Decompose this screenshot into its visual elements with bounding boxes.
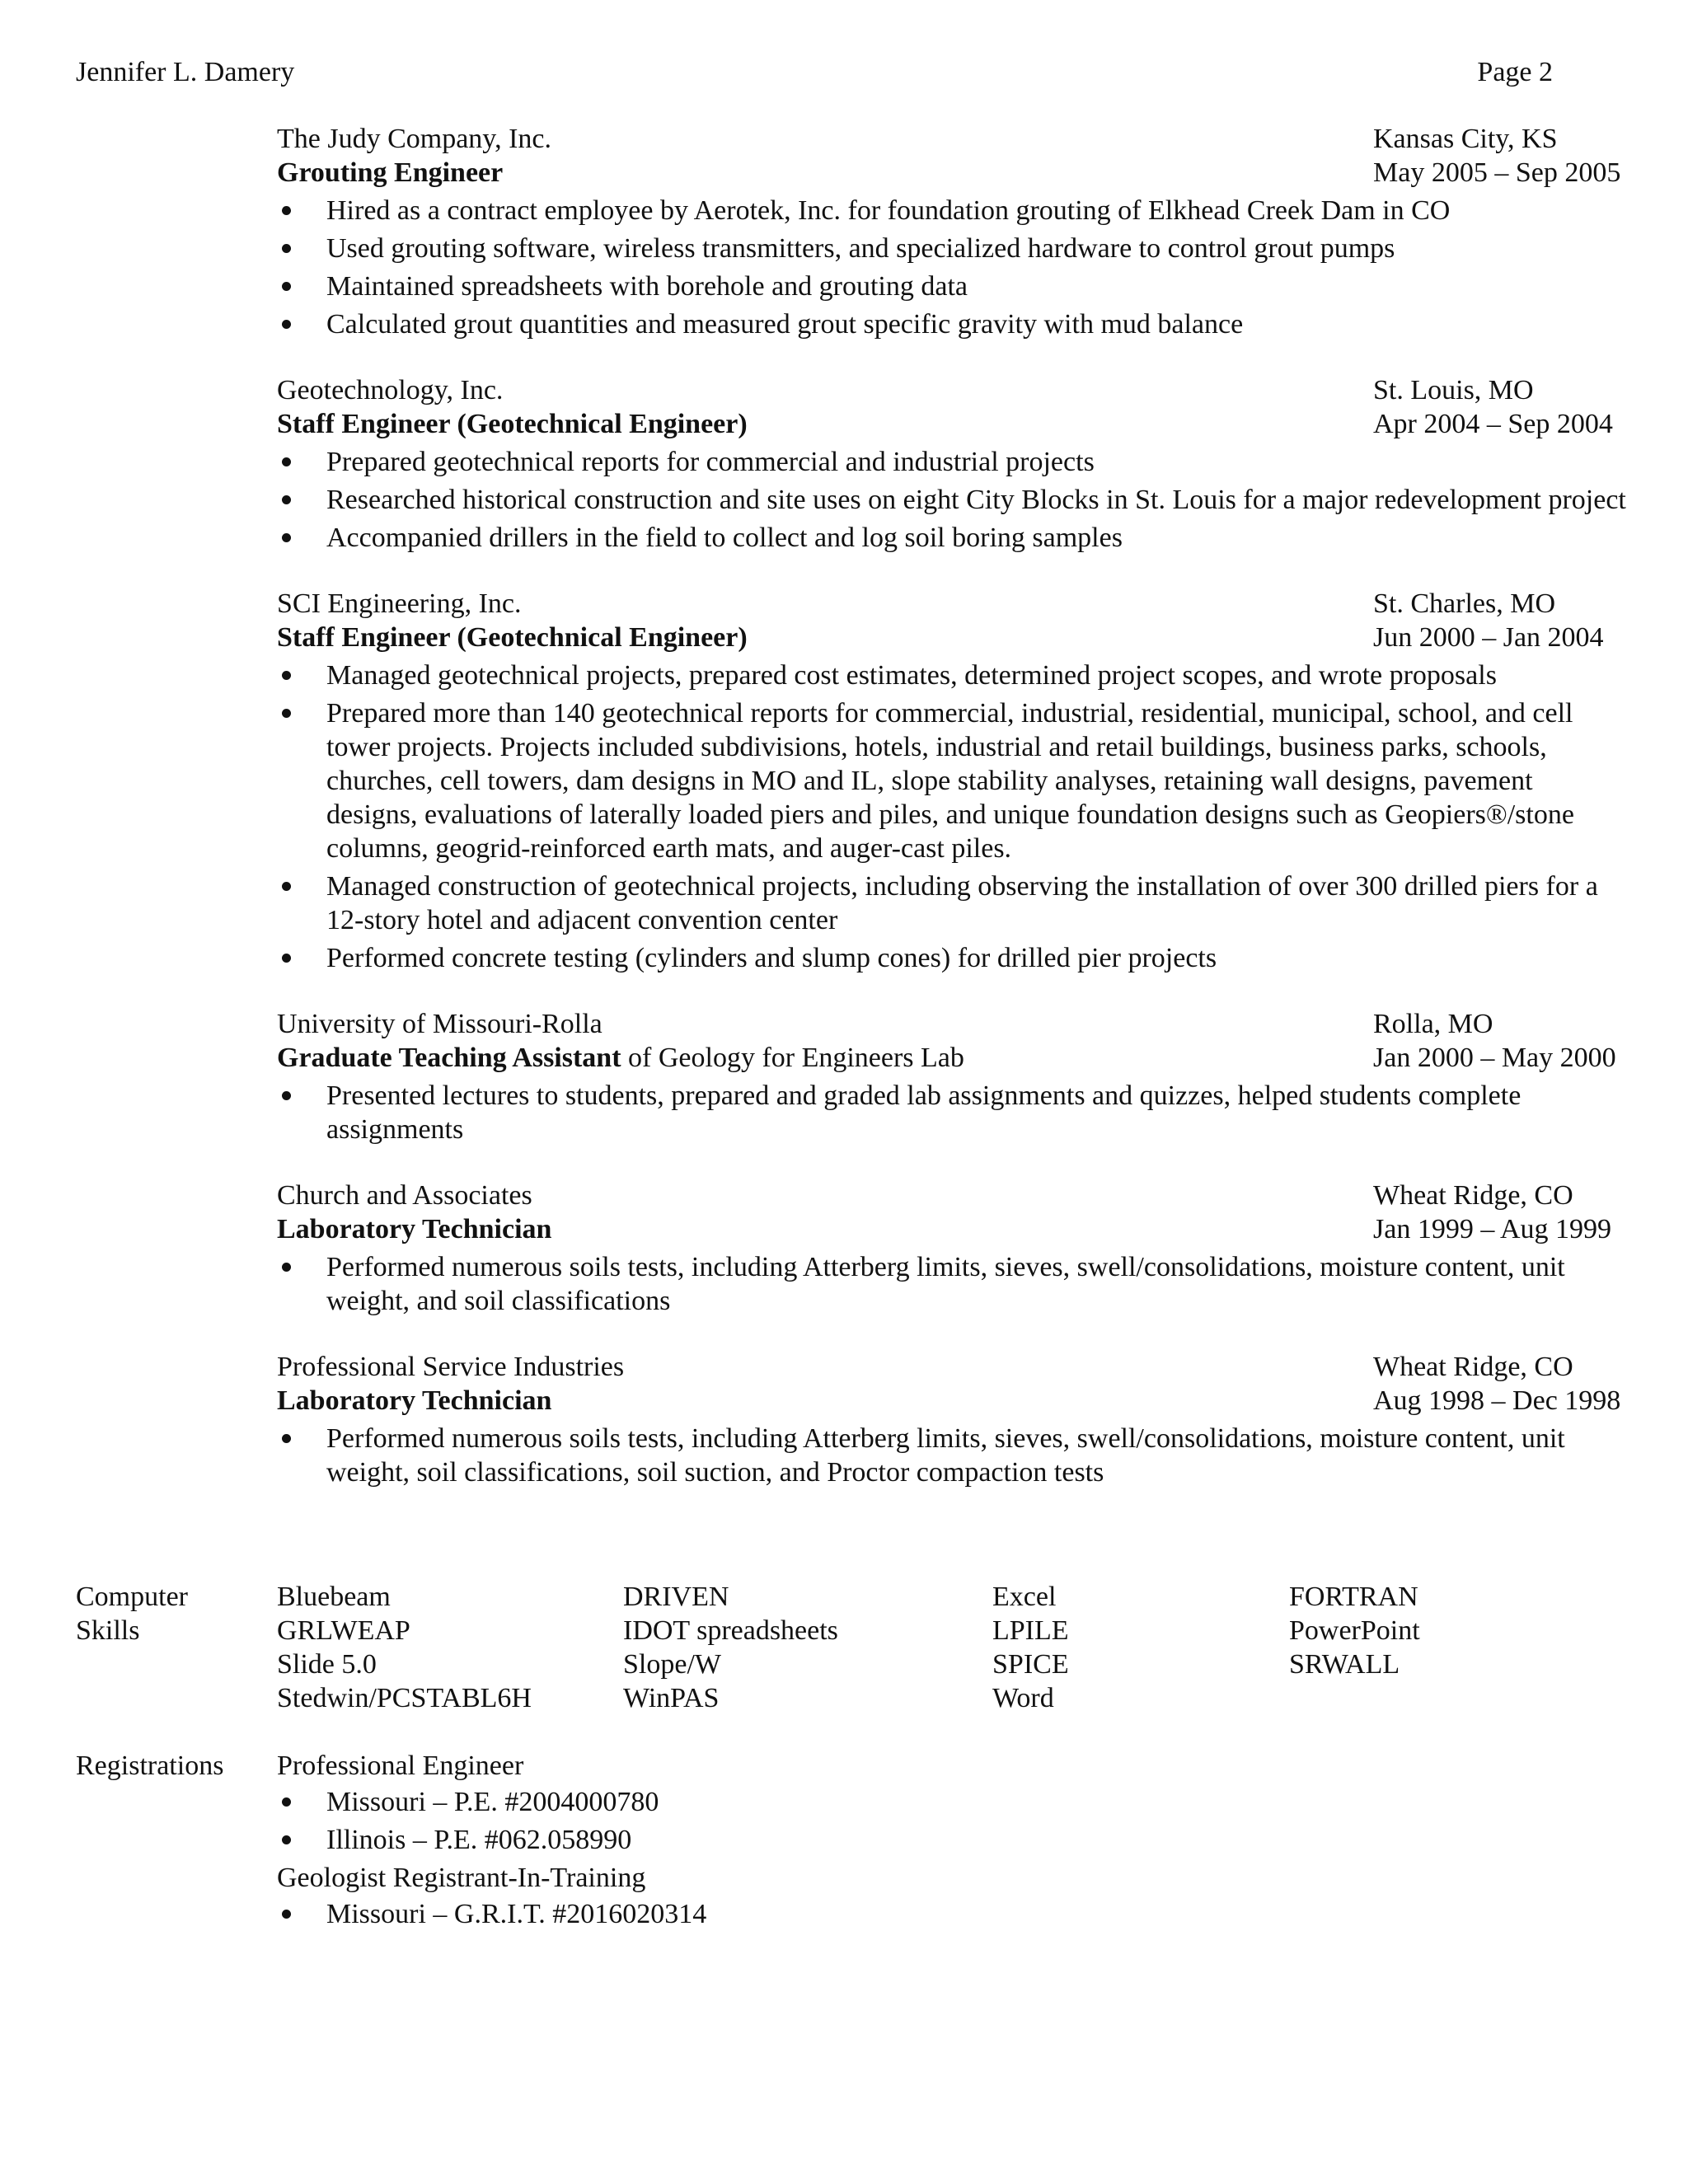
job-dates: Jan 2000 – May 2000 bbox=[1373, 1043, 1616, 1073]
skill-item: SRWALL bbox=[1289, 1649, 1400, 1680]
bullet-item: Maintained spreadsheets with borehole and grouting data bbox=[277, 269, 1629, 303]
registration-heading: Professional Engineer bbox=[277, 1750, 524, 1781]
job-title: Staff Engineer (Geotechnical Engineer) bbox=[277, 622, 748, 653]
job-entry bbox=[277, 373, 1629, 555]
bullet-item: Managed construction of geotechnical projects, including observing the installation of over 300 drilled piers for a 12-story hotel and adjacent convention center bbox=[277, 869, 1629, 937]
job-title: Laboratory Technician bbox=[277, 1214, 552, 1244]
label-line: Computer bbox=[76, 1582, 188, 1612]
skill-item: Word bbox=[992, 1683, 1054, 1713]
job-dates: Jan 1999 – Aug 1999 bbox=[1373, 1214, 1611, 1244]
skill-item: Bluebeam bbox=[277, 1582, 391, 1612]
bullet-item: Managed geotechnical projects, prepared cost estimates, determined project scopes, and wrote proposals bbox=[277, 658, 1629, 692]
company-name: Church and Associates bbox=[277, 1180, 532, 1211]
skill-item: Excel bbox=[992, 1582, 1057, 1612]
bullet-item: Hired as a contract employee by Aerotek, Inc. for foundation grouting of Elkhead Creek Dam in CO bbox=[277, 194, 1629, 227]
skill-item: PowerPoint bbox=[1289, 1615, 1420, 1646]
skill-item: Slope/W bbox=[623, 1649, 721, 1680]
job-title: Grouting Engineer bbox=[277, 157, 504, 188]
company-name: SCI Engineering, Inc. bbox=[277, 588, 522, 619]
job-location: St. Louis, MO bbox=[1373, 375, 1534, 405]
bullet-item: Performed concrete testing (cylinders and slump cones) for drilled pier projects bbox=[277, 941, 1629, 975]
job-entry bbox=[277, 122, 1629, 341]
job-title-suffix: of Geology for Engineers Lab bbox=[621, 1043, 964, 1073]
bullet-item: Accompanied drillers in the field to collect and log soil boring samples bbox=[277, 521, 1629, 555]
job-dates: May 2005 – Sep 2005 bbox=[1373, 157, 1621, 188]
company-name: Professional Service Industries bbox=[277, 1352, 625, 1382]
job-bullets bbox=[277, 1250, 1629, 1318]
skill-item: IDOT spreadsheets bbox=[623, 1615, 838, 1646]
job-bullets bbox=[277, 1079, 1629, 1146]
job-title: Staff Engineer (Geotechnical Engineer) bbox=[277, 409, 748, 439]
job-bullets bbox=[277, 658, 1629, 975]
job-entry bbox=[277, 1007, 1629, 1146]
bullet-item: Researched historical construction and site uses on eight City Blocks in St. Louis for a major redevelopment project bbox=[277, 483, 1629, 517]
job-location: Wheat Ridge, CO bbox=[1373, 1180, 1573, 1211]
bullet-item: Prepared more than 140 geotechnical reports for commercial, industrial, residential, municipal, school, and cell tower projects. Projects included subdivisions, hotels, industrial and retail buildings, business parks, schools, churches, cell towers, dam designs in MO and IL, slope stability analyses, retaining wall designs, pavement designs, evaluations of laterally loaded piers and piles, and unique foundation designs such as Geopiers®/stone columns, geogrid-reinforced earth mats, and auger-cast piles. bbox=[277, 696, 1629, 865]
registration-item: Missouri – G.R.I.T. #2016020314 bbox=[277, 1897, 1625, 1931]
company-name: University of Missouri-Rolla bbox=[277, 1009, 603, 1039]
skill-item: SPICE bbox=[992, 1649, 1069, 1680]
job-dates: Aug 1998 – Dec 1998 bbox=[1373, 1385, 1621, 1416]
page-header bbox=[76, 54, 1553, 91]
computer-skills-section bbox=[76, 1580, 1625, 1715]
job-dates: Jun 2000 – Jan 2004 bbox=[1373, 622, 1604, 653]
registrations-body bbox=[277, 1749, 1625, 1931]
section-label: Registrations bbox=[76, 1750, 224, 1781]
company-name: The Judy Company, Inc. bbox=[277, 124, 552, 154]
job-entry bbox=[277, 1179, 1629, 1318]
registration-list bbox=[277, 1897, 1625, 1931]
bullet-item: Presented lectures to students, prepared and graded lab assignments and quizzes, helped students complete assignments bbox=[277, 1079, 1629, 1146]
skills-grid bbox=[277, 1580, 1625, 1715]
job-entry bbox=[277, 1350, 1629, 1489]
job-location: Kansas City, KS bbox=[1373, 124, 1558, 154]
bullet-item: Performed numerous soils tests, including Atterberg limits, sieves, swell/consolidations, moisture content, unit weight, and soil classifications bbox=[277, 1250, 1629, 1318]
bullet-item: Prepared geotechnical reports for commercial and industrial projects bbox=[277, 445, 1629, 479]
registration-item: Missouri – P.E. #2004000780 bbox=[277, 1785, 1625, 1819]
job-location: Rolla, MO bbox=[1373, 1009, 1493, 1039]
experience-section bbox=[277, 122, 1629, 1521]
skill-item: LPILE bbox=[992, 1615, 1069, 1646]
author-name: Jennifer L. Damery bbox=[76, 57, 295, 87]
bullet-item: Calculated grout quantities and measured grout specific gravity with mud balance bbox=[277, 307, 1629, 341]
skill-item: GRLWEAP bbox=[277, 1615, 410, 1646]
bullet-item: Performed numerous soils tests, including Atterberg limits, sieves, swell/consolidations, moisture content, unit weight, soil classifications, soil suction, and Proctor compaction tests bbox=[277, 1422, 1629, 1489]
job-bullets bbox=[277, 1422, 1629, 1489]
skill-item: DRIVEN bbox=[623, 1582, 729, 1612]
registration-heading: Geologist Registrant-In-Training bbox=[277, 1863, 646, 1893]
job-title: Laboratory Technician bbox=[277, 1385, 552, 1416]
job-location: St. Charles, MO bbox=[1373, 588, 1555, 619]
registration-item: Illinois – P.E. #062.058990 bbox=[277, 1823, 1625, 1857]
skill-item: Stedwin/PCSTABL6H bbox=[277, 1683, 532, 1713]
skill-item: FORTRAN bbox=[1289, 1582, 1418, 1612]
page-number: Page 2 bbox=[1477, 57, 1553, 87]
skill-item: Slide 5.0 bbox=[277, 1649, 377, 1680]
job-dates: Apr 2004 – Sep 2004 bbox=[1373, 409, 1613, 439]
registration-list bbox=[277, 1785, 1625, 1857]
job-bullets bbox=[277, 445, 1629, 555]
bullet-item: Used grouting software, wireless transmitters, and specialized hardware to control grout pumps bbox=[277, 232, 1629, 265]
section-label bbox=[76, 1580, 274, 1647]
job-entry bbox=[277, 587, 1629, 975]
skill-item: WinPAS bbox=[623, 1683, 720, 1713]
job-bullets bbox=[277, 194, 1629, 341]
job-title: Graduate Teaching Assistant bbox=[277, 1043, 621, 1073]
job-location: Wheat Ridge, CO bbox=[1373, 1352, 1573, 1382]
label-line: Skills bbox=[76, 1615, 140, 1646]
registrations-section bbox=[76, 1749, 1625, 1935]
company-name: Geotechnology, Inc. bbox=[277, 375, 504, 405]
